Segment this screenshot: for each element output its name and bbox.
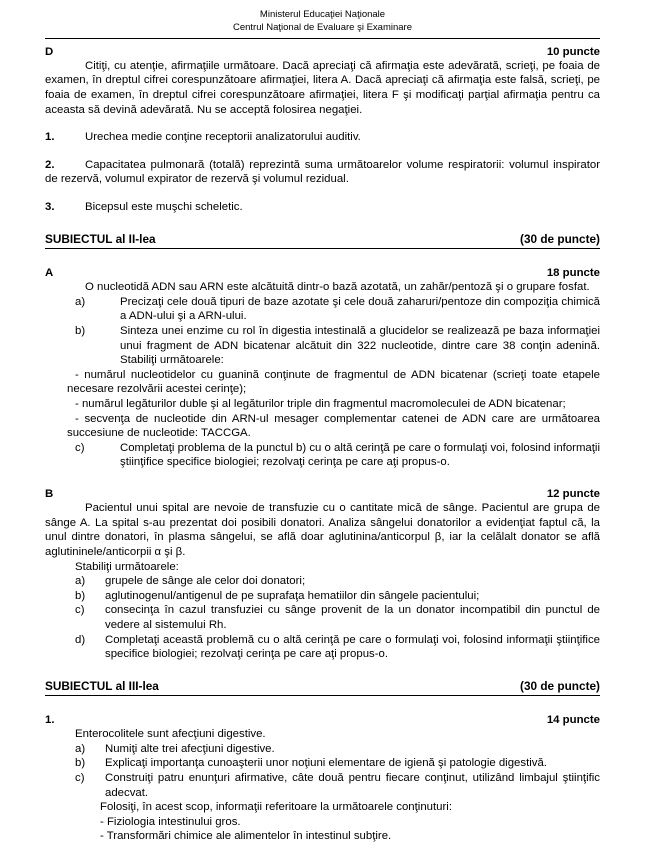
part-b-letter: B bbox=[45, 487, 54, 500]
list-marker: a) bbox=[75, 295, 86, 308]
subject-3-item-1-heading bbox=[45, 713, 600, 727]
part-b-lead: Stabiliţi următoarele: bbox=[75, 560, 179, 573]
statement-2-text: Capacitatea pulmonară (totală) reprezintă suma următoarelor volume respiratorii: volumul inspirator de rezervă, volumul expirator de rezervă şi volumul rezidual. bbox=[45, 158, 600, 186]
section-d-heading bbox=[45, 45, 600, 59]
header-divider bbox=[45, 38, 600, 39]
statement-1-number: 1. bbox=[45, 131, 55, 144]
list-item bbox=[75, 441, 600, 470]
part-a-list bbox=[45, 295, 600, 368]
part-a-list-c bbox=[45, 441, 600, 470]
subject-3-list bbox=[45, 742, 600, 800]
list-item-text: grupele de sânge ale celor doi donatori; bbox=[105, 575, 306, 588]
list-item bbox=[75, 742, 600, 757]
list-item-text: Completaţi această problemă cu o altă cerinţă pe care o formulaţi voi, folosind informaţii ştiinţifice specifice biologiei; rezolvaţi cerinţa pe care aţi propus-o. bbox=[105, 633, 600, 661]
statement-3 bbox=[45, 200, 600, 215]
part-a-dash-list bbox=[45, 368, 600, 441]
statement-2-number: 2. bbox=[45, 158, 55, 171]
part-b-heading bbox=[45, 487, 600, 501]
list-item: - numărul nucleotidelor cu guanină conţinute de fragmentul de ADN bicatenar (scrieţi toate etapele necesare rezolvării acestei cerinţe); bbox=[67, 368, 600, 396]
statement-3-text: Bicepsul este muşchi scheletic. bbox=[85, 201, 243, 214]
subject-3-title: SUBIECTUL al III-lea bbox=[45, 678, 159, 693]
statement-3-number: 3. bbox=[45, 201, 55, 214]
statement-1 bbox=[45, 130, 600, 145]
document-header bbox=[45, 9, 600, 35]
list-marker: d) bbox=[75, 633, 86, 646]
list-item bbox=[75, 574, 600, 589]
list-marker: b) bbox=[75, 589, 86, 602]
list-item-text: consecinţa în cazul transfuziei cu sânge provenit de la un donator incompatibil din punctul de vedere al sistemului Rh. bbox=[105, 604, 600, 631]
list-item-text: Explicaţi importanţa cunoaşterii unor noţiuni elementare de igienă şi patologie digestivă. bbox=[105, 757, 547, 770]
header-center-line: Centrul Naţional de Evaluare şi Examinare bbox=[232, 21, 412, 33]
list-marker: b) bbox=[75, 324, 86, 337]
list-item bbox=[75, 756, 600, 771]
subject-3-contents-list bbox=[45, 815, 600, 844]
part-b-intro: Pacientul unui spital are nevoie de transfuzie cu o cantitate mică de sânge. Pacientul are grupa de sânge A. La spital s-au prezentat doi posibili donatori. Analiza sângelui donatorilor a evidenţiat faptul că, la unul dintre donatori, în plasma sângelui, se află doar aglutinina/anticorpul β, iar la celălalt donator se află aglutininele/anticorpii α şi β. bbox=[45, 502, 600, 558]
list-item bbox=[75, 633, 600, 662]
list-item: - Transformări chimice ale alimentelor în intestinul subţire. bbox=[100, 830, 392, 843]
part-a-heading bbox=[45, 266, 600, 280]
subject-2-points: (30 de puncte) bbox=[520, 231, 600, 246]
section-d-points: 10 puncte bbox=[546, 45, 600, 58]
list-marker: a) bbox=[75, 575, 86, 588]
list-item-text: Sinteza unei enzime cu rol în digestia intestinală a glucidelor se realizează pe baza informaţiei unui fragment de ADN bicatenar alcătuit din 322 nucleotide, dintre care 38 conţin adenină. Stabiliţi următoarele: bbox=[120, 324, 600, 367]
list-marker: c) bbox=[75, 604, 85, 617]
list-item-text: aglutinogenul/antigenul de pe suprafaţa hematiilor din sângele pacientului; bbox=[105, 589, 480, 602]
statement-1-text: Urechea medie conţine receptorii analizatorului auditiv. bbox=[85, 131, 361, 144]
subject-3-item-1-number: 1. bbox=[45, 714, 55, 727]
list-item-text: Numiţi alte trei afecţiuni digestive. bbox=[105, 742, 275, 755]
section-d-letter: D bbox=[45, 45, 54, 58]
list-item bbox=[75, 589, 600, 604]
subject-3-bar bbox=[45, 679, 600, 696]
list-marker: c) bbox=[75, 772, 85, 785]
header-ministry-line: Ministerul Educaţiei Naţionale bbox=[259, 9, 386, 20]
part-b-points: 12 puncte bbox=[546, 487, 600, 500]
list-item bbox=[75, 324, 600, 368]
list-item-text: Completaţi problema de la punctul b) cu o altă cerinţă pe care o formulaţi voi, folosind informaţii ştiinţifice specifice biologiei; rezolvaţi cerinţa pe care aţi propus-o. bbox=[120, 441, 600, 469]
subject-3-points: (30 de puncte) bbox=[520, 678, 600, 693]
list-marker: a) bbox=[75, 742, 86, 755]
subject-3-note: Folosiţi, în acest scop, informaţii referitoare la următoarele conţinuturi: bbox=[100, 801, 452, 814]
subject-3-item-1-intro: Enterocolitele sunt afecţiuni digestive. bbox=[75, 728, 266, 741]
list-item bbox=[75, 603, 600, 632]
part-a-intro: O nucleotidă ADN sau ARN este alcătuită dintr-o bază azotată, un zahăr/pentoză şi o grupare fosfat. bbox=[85, 281, 590, 294]
list-item bbox=[75, 295, 600, 324]
part-a-points: 18 puncte bbox=[546, 266, 600, 279]
part-a-letter: A bbox=[45, 266, 54, 279]
section-d-intro: Citiţi, cu atenţie, afirmaţiile următoare. Dacă apreciaţi că afirmaţia este adevărată, scrieţi, pe foaia de examen, în dreptul cifrei corespunzătoare afirmaţiei, litera A. Dacă apreciaţi că afirmaţia este falsă, scrieţi, pe foaia de examen, în dreptul cifrei corespunzătoare afirmaţiei, litera F şi modificaţi parţial afirmaţia pentru ca aceasta să devină adevărată. Nu se acceptă folosirea negaţiei. bbox=[45, 59, 600, 116]
list-item-text: Precizaţi cele două tipuri de baze azotate şi cele două zaharuri/pentoze din compoziţia chimică a ADN-ului şi a ARN-ului. bbox=[120, 295, 600, 323]
list-item: - secvenţa de nucleotide din ARN-ul mesager complementar catenei de ADN care are următoarea succesiune de nucleotide: TACCGA. bbox=[67, 412, 600, 440]
list-item: - Fiziologia intestinului gros. bbox=[100, 815, 241, 828]
list-marker: c) bbox=[75, 441, 85, 454]
subject-2-bar bbox=[45, 232, 600, 249]
list-item-text: Construiţi patru enunţuri afirmative, câte două pentru fiecare conţinut, utilizând limbajul ştiinţific adecvat. bbox=[105, 772, 600, 799]
list-item bbox=[75, 771, 600, 800]
list-marker: b) bbox=[75, 757, 86, 770]
part-b-list bbox=[45, 574, 600, 662]
list-item: - numărul legăturilor duble şi al legăturilor triple din fragmentul macromoleculei de ADN bicatenar; bbox=[75, 397, 566, 410]
subject-2-title: SUBIECTUL al II-lea bbox=[45, 231, 156, 246]
statement-2 bbox=[45, 158, 600, 187]
subject-3-item-1-points: 14 puncte bbox=[546, 714, 600, 727]
